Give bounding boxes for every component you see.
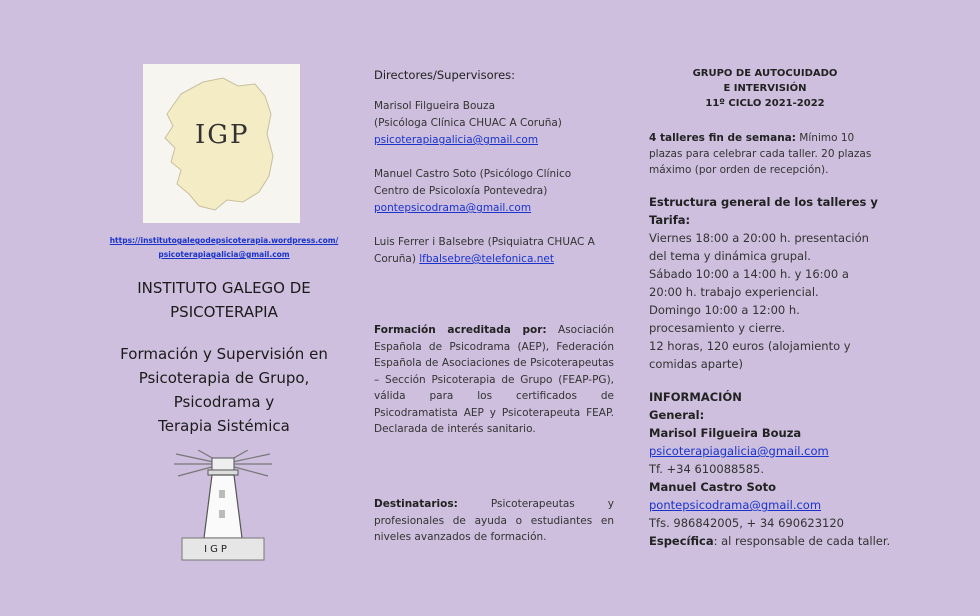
lighthouse-igp-label: IGP (204, 544, 230, 555)
group-title (650, 66, 880, 111)
info-general-label: General: (649, 408, 705, 422)
accreditation-text: Asociación Española de Psicodrama (AEP), Federación Española de Asociaciones de Psicoterapeutas – Sección Psicoterapia de Grupo (FEAP-PG), válida para los certificados de Psicodramatista AEP y Psicoterapeuta FEAP. Declarada de interés sanitario. (374, 324, 615, 435)
contact-2-email-link[interactable]: pontepsicodrama@gmail.com (649, 498, 822, 512)
institute-title-line: INSTITUTO GALEGO DE (137, 279, 311, 297)
structure-line: Sábado 10:00 a 14:00 h. y 16:00 a (649, 267, 849, 281)
structure-heading: Estructura general de los talleres y Tarifa: (649, 195, 878, 227)
contact-2-phone: Tfs. 986842005, + 34 690623120 (649, 516, 844, 530)
director-1-email-link[interactable]: psicoterapiagalicia@gmail.com (374, 134, 539, 146)
workshops-label: 4 talleres fin de semana: (649, 132, 796, 144)
director-text: Centro de Psicoloxía Pontevedra) (374, 185, 548, 197)
structure-line: comidas aparte) (649, 357, 743, 371)
specific-text: : al responsable de cada taller. (713, 534, 891, 548)
website-link[interactable]: https://institutogalegodepsicoterapia.wordpress.com/ (109, 236, 339, 245)
director-2 (374, 166, 571, 217)
accreditation-label: Formación acreditada por: (374, 324, 547, 336)
structure-line: Viernes 18:00 a 20:00 h. presentación (649, 231, 869, 245)
training-line: Terapia Sistémica (158, 417, 290, 435)
contact-1-name: Marisol Filgueira Bouza (649, 426, 802, 440)
director-text: Marisol Filgueira Bouza (374, 100, 496, 112)
structure-section (649, 193, 879, 373)
map-igp-label: IGP (195, 120, 250, 150)
workshops-paragraph (649, 130, 879, 178)
training-line: Formación y Supervisión en (120, 345, 328, 363)
director-2-email-link[interactable]: pontepsicodrama@gmail.com (374, 202, 532, 214)
info-heading: INFORMACIÓN (649, 390, 742, 404)
director-1 (374, 98, 562, 149)
contact-2-name: Manuel Castro Soto (649, 480, 777, 494)
director-text: Luis Ferrer i Balsebre (Psiquiatra CHUAC A (374, 236, 595, 248)
director-text: Coruña) (374, 253, 420, 265)
training-line: Psicodrama y (173, 393, 275, 411)
director-3-email-link[interactable]: lfbalsebre@telefonica.net (419, 253, 554, 265)
structure-line: procesamiento y cierre. (649, 321, 785, 335)
group-title-line: 11º CICLO 2021-2022 (705, 98, 825, 109)
group-title-line: GRUPO DE AUTOCUIDADO (692, 68, 838, 79)
training-title (84, 342, 364, 438)
email-link[interactable]: psicoterapiagalicia@gmail.com (158, 250, 290, 259)
institute-title-line: PSICOTERAPIA (170, 303, 278, 321)
contact-1-phone: Tf. +34 610088585. (649, 462, 764, 476)
specific-info (649, 532, 889, 550)
audience-paragraph (374, 496, 614, 546)
structure-line: Domingo 10:00 a 12:00 h. (649, 303, 800, 317)
institute-title (84, 276, 364, 324)
director-3 (374, 234, 614, 268)
training-line: Psicoterapia de Grupo, (138, 369, 310, 387)
directors-heading: Directores/Supervisores: (374, 68, 516, 82)
contact-1-email-link[interactable]: psicoterapiagalicia@gmail.com (649, 444, 829, 458)
specific-label: Específica (649, 534, 714, 548)
workshops-text: Mínimo 10 plazas para celebrar cada taller. 20 plazas máximo (por orden de recepción). (649, 132, 872, 176)
accreditation-paragraph (374, 322, 614, 438)
audience-label: Destinatarios: (374, 498, 458, 510)
structure-line: 12 horas, 120 euros (alojamiento y (649, 339, 851, 353)
structure-line: 20:00 h. trabajo experiencial. (649, 285, 819, 299)
info-section (649, 388, 889, 550)
group-title-line: E INTERVISIÓN (723, 83, 807, 94)
director-text: Manuel Castro Soto (Psicólogo Clínico (374, 168, 572, 180)
structure-line: del tema y dinámica grupal. (649, 249, 811, 263)
audience-text: Psicoterapeutas y profesionales de ayuda o estudiantes en niveles avanzados de formación. (374, 498, 614, 543)
director-text: (Psicóloga Clínica CHUAC A Coruña) (374, 117, 562, 129)
